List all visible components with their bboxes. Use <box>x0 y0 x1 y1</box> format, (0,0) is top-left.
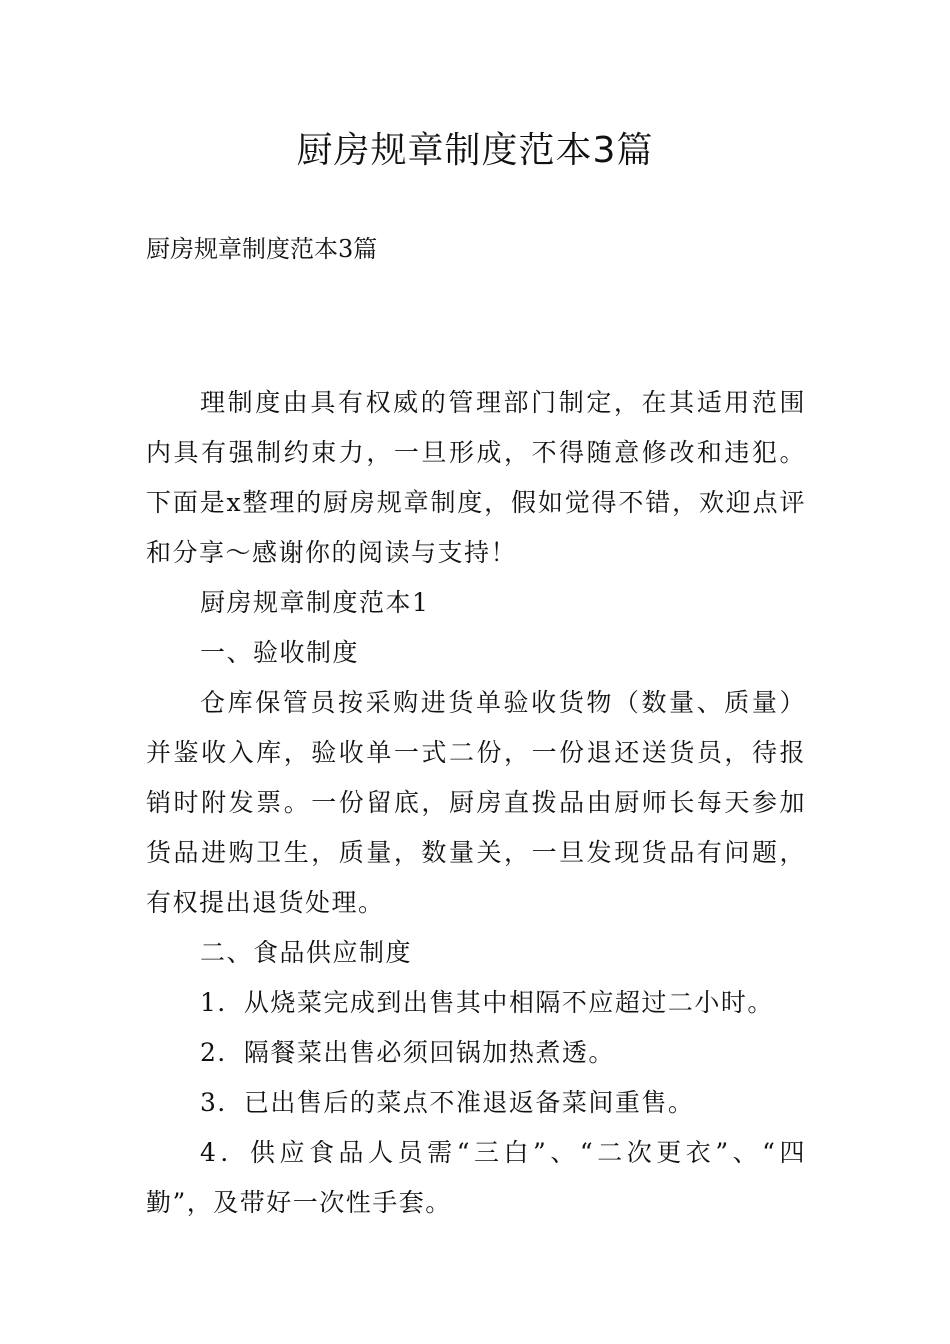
paragraph: 仓库保管员按采购进货单验收货物（数量、质量）并鉴收入库，验收单一式二份，一份退还送货员，待报销时附发票。一份留底，厨房直拨品由厨师长每天参加货品进购卫生，质量，数量关，一旦发现货品有问题，有权提出退货处理。 <box>146 688 806 917</box>
intro-paragraph: 理制度由具有权威的管理部门制定，在其适用范围内具有强制约束力，一旦形成，不得随意修改和违犯。下面是x整理的厨房规章制度，假如觉得不错，欢迎点评和分享～感谢你的阅读与支持！ <box>146 388 806 567</box>
list-item: 2．隔餐菜出售必须回锅加热煮透。 <box>200 1038 615 1067</box>
list-item: 4．供应食品人员需“三白”、“二次更衣”、“四勤”，及带好一次性手套。 <box>146 1138 806 1217</box>
section-heading: 厨房规章制度范本1 <box>200 588 430 617</box>
document-body <box>146 378 806 1228</box>
list-item: 1．从烧菜完成到出售其中相隔不应超过二小时。 <box>200 988 774 1017</box>
document-title: 厨房规章制度范本3篇 <box>296 130 654 171</box>
document-subtitle: 厨房规章制度范本3篇 <box>146 235 378 263</box>
list-item: 3．已出售后的菜点不准退返备菜间重售。 <box>200 1088 695 1117</box>
subsection-heading: 一、验收制度 <box>200 638 360 667</box>
subsection-heading: 二、食品供应制度 <box>200 938 413 967</box>
